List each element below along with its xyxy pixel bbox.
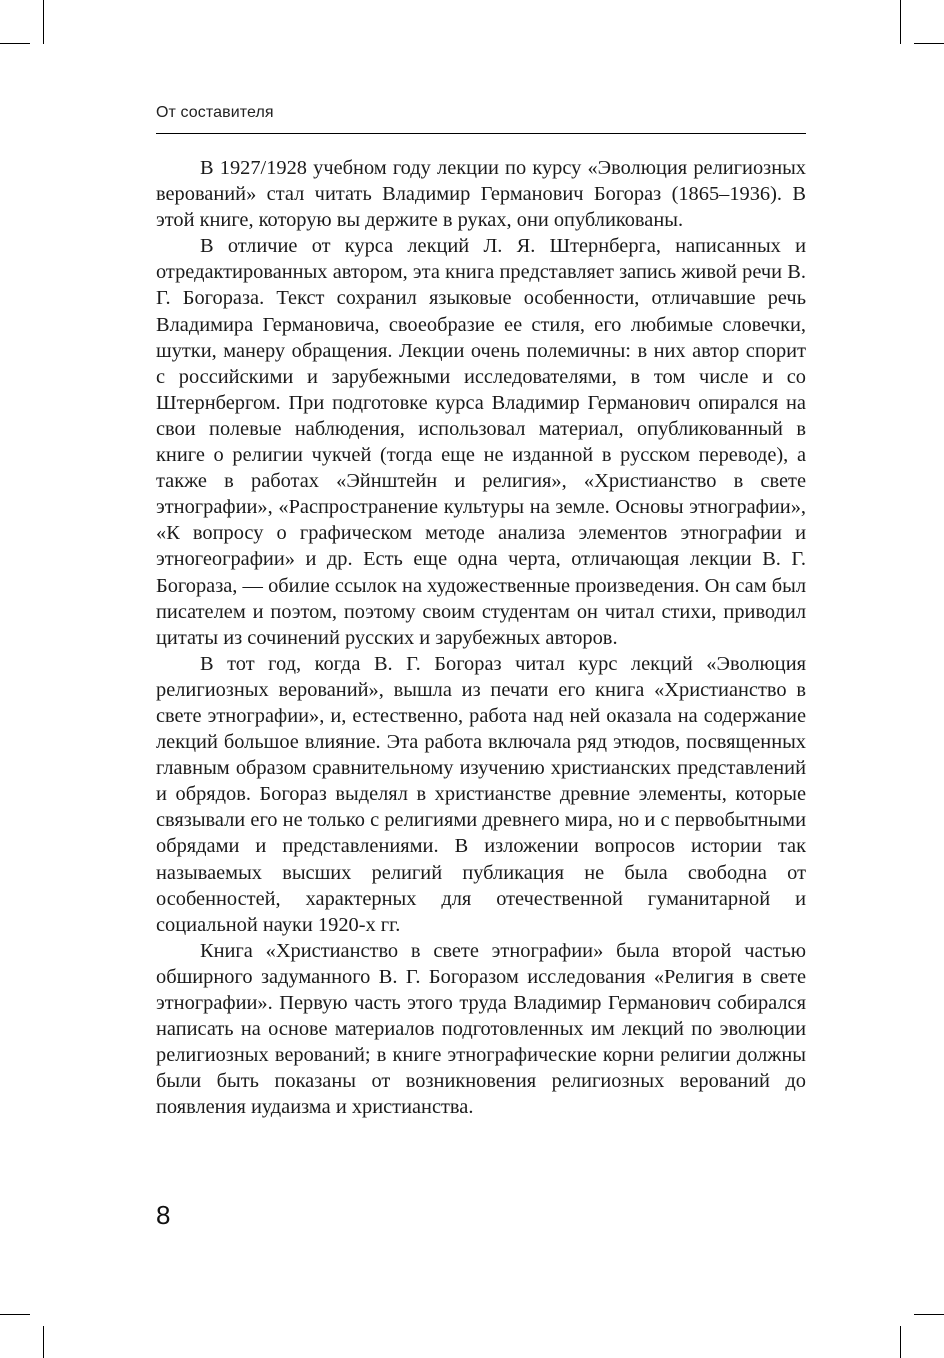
crop-mark: [43, 0, 44, 44]
paragraph: В 1927/1928 учебном году лекции по курсу «Эволюция религиозных верований» стал читать Владимир Германович Богораз (1865–1936). В этой книге, которую вы держите в руках, они опубликованы.: [156, 157, 806, 232]
crop-mark: [914, 1314, 944, 1315]
running-head: От составителя: [156, 104, 274, 121]
crop-mark: [0, 43, 30, 44]
paragraph: В отличие от курса лекций Л. Я. Штернберга, написанных и отредактированных автором, эта книга представляет запись живой речи В. Г. Богораза. Текст сохранил языковые особенности, отличавшие речь Владимира Германовича, своеобразие ее стиля, его любимые словечки, шутки, манеру обращения. Лекции очень полемичны: в них автор спорит с российскими и зарубежными исследователями, в том числе и со Штернбергом. При подготовке курса Владимир Германович опирался на свои полевые наблюдения, использовал материал, опубликованный в книге о религии чукчей (тогда еще не изданной в русском переводе), а также в работах «Эйнштейн и религия», «Христианство в свете этнографии», «Распространение культуры на земле. Основы этнографии», «К вопросу о графическом методе анализа элементов этнографии и этногеографии» и др. Есть еще одна черта, отличающая лекции В. Г. Богораза, — обилие ссылок на художественные произведения. Он сам был писателем и поэтом, поэтому своим студентам он читал стихи, приводил цитаты из сочинений русских и зарубежных авторов.: [156, 235, 806, 649]
crop-mark: [914, 43, 944, 44]
body-text: [156, 155, 806, 1120]
paragraph: В тот год, когда В. Г. Богораз читал курс лекций «Эволюция религиозных верований», вышла из печати его книга «Христианство в свете этнографии», и, естественно, работа над ней оказала на содержание лекций большое влияние. Эта работа включала ряд этюдов, посвященных главным образом сравнительному изучению христианских представлений и обрядов. Богораз выделял в христианстве древние элементы, которые связывали его не только с религиями древнего мира, но и с первобытными обрядами и представлениями. В изложении вопросов истории так называемых высших религий публикация не была свободна от особенностей, характерных для отечественной гуманитарной и социальной науки 1920-х гг.: [156, 652, 806, 936]
crop-mark: [900, 1326, 901, 1358]
header-rule: [156, 133, 806, 134]
crop-mark: [900, 0, 901, 44]
paragraph: Книга «Христианство в свете этнографии» была второй частью обширного задуманного В. Г. Богоразом исследования «Религия в свете этнографии». Первую часть этого труда Владимир Германович собирался написать на основе материалов подготовленных им лекций по эволюции религиозных верований; в книге этнографические корни религии должны были быть показаны от возникновения религиозных верований до появления иудаизма и христианства.: [156, 939, 806, 1119]
page-number: 8: [156, 1200, 171, 1230]
crop-mark: [0, 1314, 30, 1315]
crop-mark: [43, 1326, 44, 1358]
